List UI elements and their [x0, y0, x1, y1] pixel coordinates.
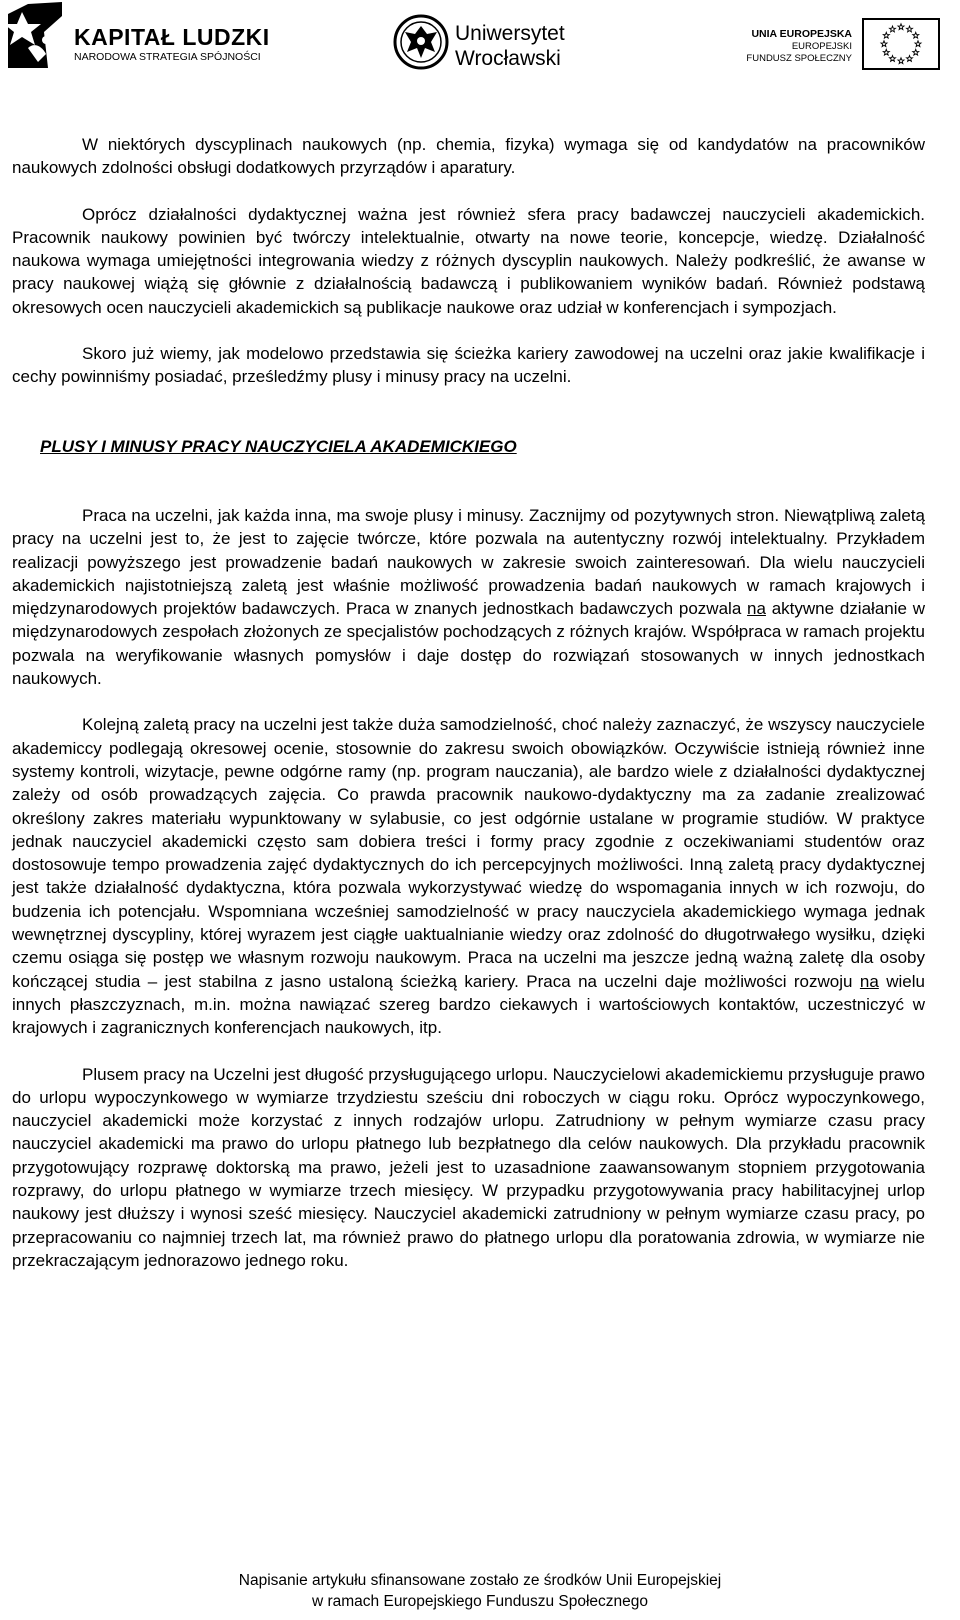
eu-flag-stars-icon: [862, 18, 940, 70]
paragraph-4: [12, 504, 925, 690]
university-name-line1: Uniwersytet: [455, 22, 565, 45]
paragraph-3: Skoro już wiemy, jak modelowo przedstawia się ścieżka kariery zawodowej na uczelni oraz jakie kwalifikacje i cechy powinniśmy posiadać, prześledźmy plusy i minusy pracy na uczelni.: [12, 344, 925, 387]
eu-subtitle-line2: FUNDUSZ SPOŁECZNY: [746, 52, 852, 64]
eu-title: UNIA EUROPEJSKA: [751, 28, 852, 40]
university-name-line2: Wrocławski: [455, 47, 561, 70]
kapital-ludzki-logo: [8, 2, 268, 68]
section-heading: PLUSY I MINUSY PRACY NAUCZYCIELA AKADEMICKIEGO: [40, 436, 517, 456]
paragraph-5: [12, 713, 925, 1039]
kapital-ludzki-star-figure-icon: [8, 2, 62, 68]
footer-line-2: w ramach Europejskiego Funduszu Społecznego: [311, 1593, 649, 1610]
page-header: [0, 0, 960, 80]
uniwersytet-wroclawski-logo: [393, 14, 583, 72]
document-body: [12, 133, 925, 1272]
underlined-word: na: [747, 599, 766, 619]
paragraph-5-part-1: Kolejną zaletą pracy na uczelni jest także duża samodzielność, choć należy zaznaczyć, że wszyscy nauczyciele akademiccy podlegają okresowej ocenie, stosownie do zakresu swoich obowiązków. Oczywiście istnieją również inne systemy kontroli, wizytacje, pewne odgórne ramy (np. program nauczania), ale bardzo wiele z działalności dydaktycznej zależy od osób prowadzących zajęcia. Co prawda pracownik naukowo-dydaktyczny ma za zadanie zrealizować określony zakres materiału wypunktowany w sylabusie, co jest odgórnie ustalane w programie studiów. W praktyce jednak nauczyciel akademicki często sam dobiera treści i formy pracy zgodnie z oczekiwaniami studentów oraz dostosowuje tempo prowadzenia zajęć dydaktycznych do ich percepcyjnych możliwości. Inną zaletą pracy dydaktycznej jest także działalność dydaktyczna, która pozwala wykorzystywać wiedzę do wspomagania innych w ich rozwoju, do budzenia ich potencjału. Wspomniana wcześniej samodzielność w pracy nauczyciela akademickiego wymaga jednak wewnętrznej dyscypliny, której wyrazem jest ciągłe uaktualnianie wiedzy oraz zdolność do długotrwałego wysiłku, dzięki czemu osiąga się postęp we własnym rozwoju naukowym. Praca na uczelni ma jeszcze jedną ważną zaletę dla osoby kończącej studia – jest stabilna z jasno ustaloną ścieżką kariery. Praca na uczelni daje możliwości rozwoju: [12, 715, 925, 991]
eu-subtitle-line1: EUROPEJSKI: [791, 41, 852, 52]
university-seal-eagle-icon: [393, 14, 449, 70]
underlined-word: na: [859, 971, 879, 991]
paragraph-4-part-1: Praca na uczelni, jak każda inna, ma swoje plusy i minusy. Zacznijmy od pozytywnych stron. Niewątpliwą zaletą pracy na uczelni jest to, że jest to zajęcie twórcze, które pozwala na autentyczny rozwój intelektualny. Przykładem realizacji powyższego jest prowadzenie badań naukowych w zakresie swoich zainteresowań. Dla wielu nauczycieli akademickich najistotniejszą zaletą jest właśnie możliwość prowadzenia badań naukowych w ramach krajowych i międzynarodowych projektów badawczych. Praca w znanych jednostkach badawczych pozwala: [12, 505, 925, 619]
paragraph-2: Oprócz działalności dydaktycznej ważna jest również sfera pracy badawczej nauczycieli akademickich. Pracownik naukowy powinien być twórczy intelektualnie, otwarty na nowe teorie, koncepcje, wiedzę. Działalność naukowa wymaga umiejętności integrowania wiedzy z różnych dyscyplin naukowych. Należy podkreślić, że awanse w pracy naukowej wiążą się głównie z działalnością badawczą i publikowaniem wyników badań. Również podstawą okresowych ocen nauczycieli akademickich są publikacje naukowe oraz udział w konferencjach i sympozjach.: [12, 204, 925, 317]
page-footer: [0, 1570, 960, 1612]
paragraph-1: W niektórych dyscyplinach naukowych (np. chemia, fizyka) wymaga się od kandydatów na pracowników naukowych zdolności obsługi dodatkowych przyrządów i aparatury.: [12, 135, 925, 178]
paragraph-4-part-2: aktywne działanie w międzynarodowych zespołach złożonych ze specjalistów pochodzących z różnych krajów. Współpraca w ramach projektu pozwala na weryfikowanie własnych pomysłów i daje dostęp do rozwiązań stosowanych w innych jednostkach naukowych.: [12, 599, 925, 689]
kapital-ludzki-title: KAPITAŁ LUDZKI: [74, 24, 270, 50]
eu-text-block: [746, 28, 852, 64]
footer-line-1: Napisanie artykułu sfinansowane zostało ze środków Unii Europejskiej: [238, 1572, 722, 1589]
paragraph-6: Plusem pracy na Uczelni jest długość przysługującego urlopu. Nauczycielowi akademickiemu przysługuje prawo do urlopu wypoczynkowego w wymiarze trzydziestu sześciu dni roboczych w ciągu roku. Oprócz wypoczynkowego, nauczyciel akademicki może korzystać z innych rodzajów urlopu. Zatrudniony w pełnym wymiarze czasu pracy nauczyciel akademicki ma prawo do urlopu płatnego lub bezpłatnego dla celów naukowych. Dla przykładu pracownik przygotowujący rozprawę doktorską ma prawo, jeżeli jest to uzasadnione zaawansowanym stopniem przygotowania rozprawy, do urlopu płatnego w wymiarze trzech miesięcy. W przypadku przygotowywania pracy habilitacyjnej urlop naukowy jest dłuższy i wynosi sześć miesięcy. Nauczyciel akademicki zatrudniony w pełnym wymiarze czasu pracy, po przepracowaniu co najmniej trzech lat, ma również prawo do płatnego urlopu dla poratowania zdrowia, w wymiarze nie przekraczającym jednorazowo jednego roku.: [12, 1064, 925, 1270]
kapital-ludzki-subtitle: NARODOWA STRATEGIA SPÓJNOŚCI: [74, 51, 261, 63]
paragraph-5-part-2: wielu innych płaszczyznach, m.in. można nawiązać szereg bardzo ciekawych i wartościowych kontaktów, uczestniczyć w krajowych i zagranicznych konferencjach naukowych, itp.: [12, 971, 925, 1038]
unia-europejska-logo: [748, 16, 948, 74]
